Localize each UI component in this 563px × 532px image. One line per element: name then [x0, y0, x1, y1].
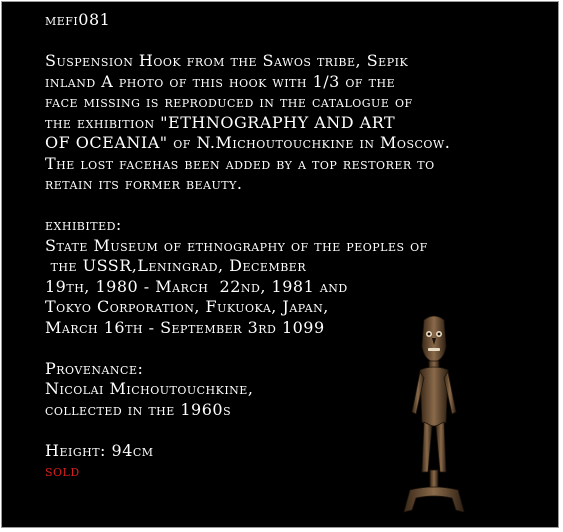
exhibited-line: March 16th - September 3rd 1099 — [45, 317, 325, 337]
provenance-heading: Provenance: — [45, 358, 144, 378]
exhibited-heading: exhibited: — [45, 215, 122, 234]
exhibited-line: State Museum of ethnography of the peoples of — [45, 235, 428, 255]
item-panel — [1, 1, 559, 528]
spacer — [45, 31, 545, 52]
description-line: The lost facehas been added by a top restorer to — [45, 153, 435, 173]
description-line: OF OCEANIA" of N.Michoutouchkine in Moscow. — [45, 133, 451, 152]
suspension-hook-image — [394, 312, 474, 522]
exhibited-line: the USSR,Leningrad, December — [45, 256, 307, 275]
status-sold: sold — [45, 461, 80, 480]
spacer — [45, 195, 545, 216]
description-line: inland A photo of this hook with 1/3 of the — [45, 71, 396, 91]
exhibited-line: 19th, 1980 - March 22nd, 1981 and — [45, 276, 348, 296]
exhibited-line: Tokyo Corporation, Fukuoka, Japan, — [45, 297, 329, 316]
height-value: Height: 94cm — [45, 440, 154, 460]
provenance-line: Nicolai Michoutouchkine, — [45, 379, 254, 398]
description-line: retain its former beauty. — [45, 174, 243, 193]
item-code: mefi081 — [45, 10, 111, 29]
description-line: Suspension Hook from the Sawos tribe, Sepik — [45, 51, 409, 70]
provenance-line: collected in the 1960s — [45, 399, 232, 419]
description-line: face missing is reproduced in the catalogue of — [45, 92, 413, 111]
description-line: the exhibition "ETHNOGRAPHY AND ART — [45, 112, 396, 132]
